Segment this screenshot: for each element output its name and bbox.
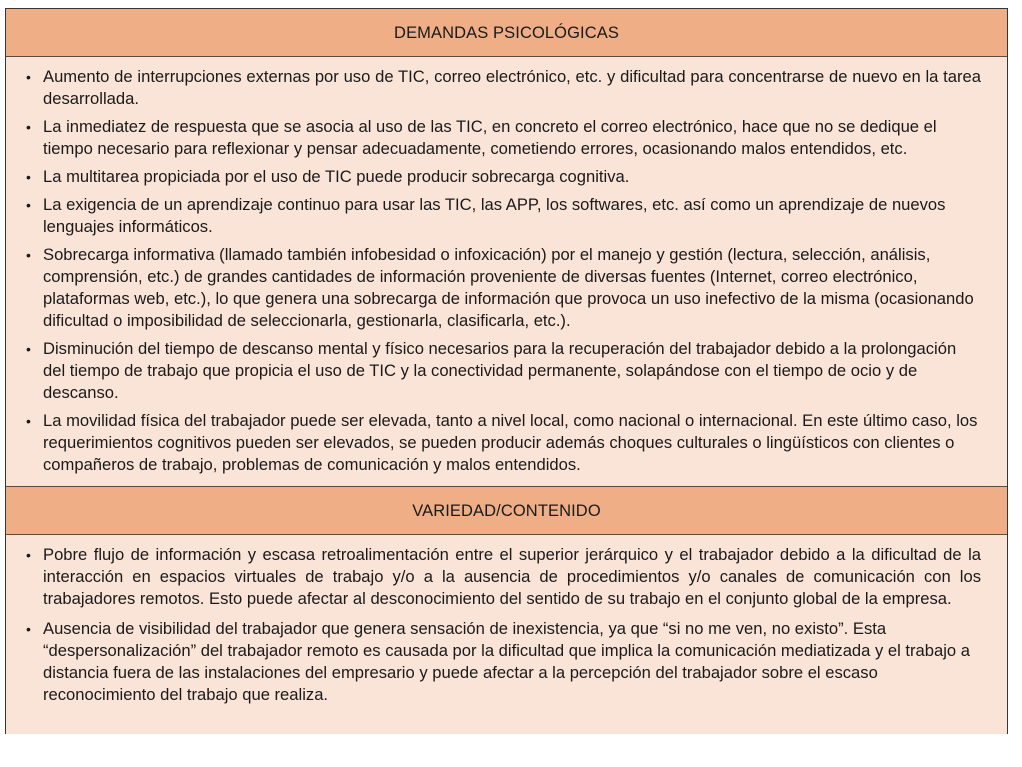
- list-item: [24, 410, 981, 476]
- bullet-icon: •: [26, 413, 31, 429]
- bullet-list: [24, 544, 981, 706]
- list-item-text: Ausencia de visibilidad del trabajador que genera sensación de inexistencia, ya que “si no me ven, no existo”. Esta “despersonalización” del trabajador remoto es causada por la dificultad que implica la comunicación mediatizada y el trabajo a distancia fuera de las instalaciones del empresario y puede afectar a la percepción del trabajador sobre el escaso reconocimiento del trabajo que realiza.: [43, 619, 970, 704]
- list-item-text: Disminución del tiempo de descanso mental y físico necesarios para la recuperación del trabajador debido a la prolongación del tiempo de trabajo que propicia el uso de TIC y la conectividad permanente, solapándose con el tiempo de ocio y de descanso.: [43, 339, 957, 402]
- list-item-text: La multitarea propiciada por el uso de TIC puede producir sobrecarga cognitiva.: [43, 167, 630, 186]
- list-item: [24, 618, 981, 706]
- risk-factors-table: [5, 8, 1008, 734]
- bullet-icon: •: [26, 341, 31, 357]
- bullet-icon: •: [26, 119, 31, 135]
- list-item-text: La exigencia de un aprendizaje continuo para usar las TIC, las APP, los softwares, etc. así como un aprendizaje de nuevos lenguajes informáticos.: [43, 195, 946, 236]
- list-item-text: Pobre flujo de información y escasa retroalimentación entre el superior jerárquico y el trabajador debido a la dificultad de la interacción en espacios virtuales de trabajo y/o a la ausencia de procedimientos y/o canales de comunicación con los trabajadores remotos. Esto puede afectar al desconocimiento del sentido de su trabajo en el conjunto global de la empresa.: [43, 545, 981, 608]
- bullet-icon: •: [26, 169, 31, 185]
- list-item: [24, 338, 981, 404]
- section-body: [6, 57, 1007, 487]
- list-item: [24, 116, 981, 160]
- list-item-text: Sobrecarga informativa (llamado también infobesidad o infoxicación) por el manejo y gestión (lectura, selección, análisis, comprensión, etc.) de grandes cantidades de información proveniente de diversas fuentes (Internet, correo electrónico, plataformas web, etc.), lo que genera una sobrecarga de información que provoca un uso inefectivo de la misma (ocasionando dificultad o imposibilidad de seleccionarla, gestionarla, clasificarla, etc.).: [43, 245, 974, 330]
- list-item: [24, 166, 981, 188]
- section-header: DEMANDAS PSICOLÓGICAS: [6, 9, 1007, 57]
- list-item: [24, 244, 981, 332]
- list-item-text: La movilidad física del trabajador puede ser elevada, tanto a nivel local, como nacional o internacional. En este último caso, los requerimientos cognitivos pueden ser elevados, se pueden producir además choques culturales o lingüísticos con clientes o compañeros de trabajo, problemas de comunicación y malos entendidos.: [43, 411, 978, 474]
- bullet-icon: •: [26, 69, 31, 85]
- list-item-text: Aumento de interrupciones externas por uso de TIC, correo electrónico, etc. y dificultad para concentrarse de nuevo en la tarea desarrollada.: [43, 67, 981, 108]
- section-header: VARIEDAD/CONTENIDO: [6, 487, 1007, 535]
- list-item-text: La inmediatez de respuesta que se asocia al uso de las TIC, en concreto el correo electrónico, hace que no se dedique el tiempo necesario para reflexionar y pensar adecuadamente, cometiendo errores, ocasionando malos entendidos, etc.: [43, 117, 937, 158]
- bullet-icon: •: [26, 197, 31, 213]
- section-body: [6, 535, 1007, 734]
- list-item: [24, 194, 981, 238]
- bullet-list: [24, 66, 981, 476]
- section-demandas-psicologicas: [6, 9, 1007, 487]
- bullet-icon: •: [26, 621, 31, 637]
- section-variedad-contenido: [6, 487, 1007, 734]
- list-item: [24, 66, 981, 110]
- bullet-icon: •: [26, 247, 31, 263]
- list-item: [24, 544, 981, 610]
- bullet-icon: •: [26, 547, 31, 563]
